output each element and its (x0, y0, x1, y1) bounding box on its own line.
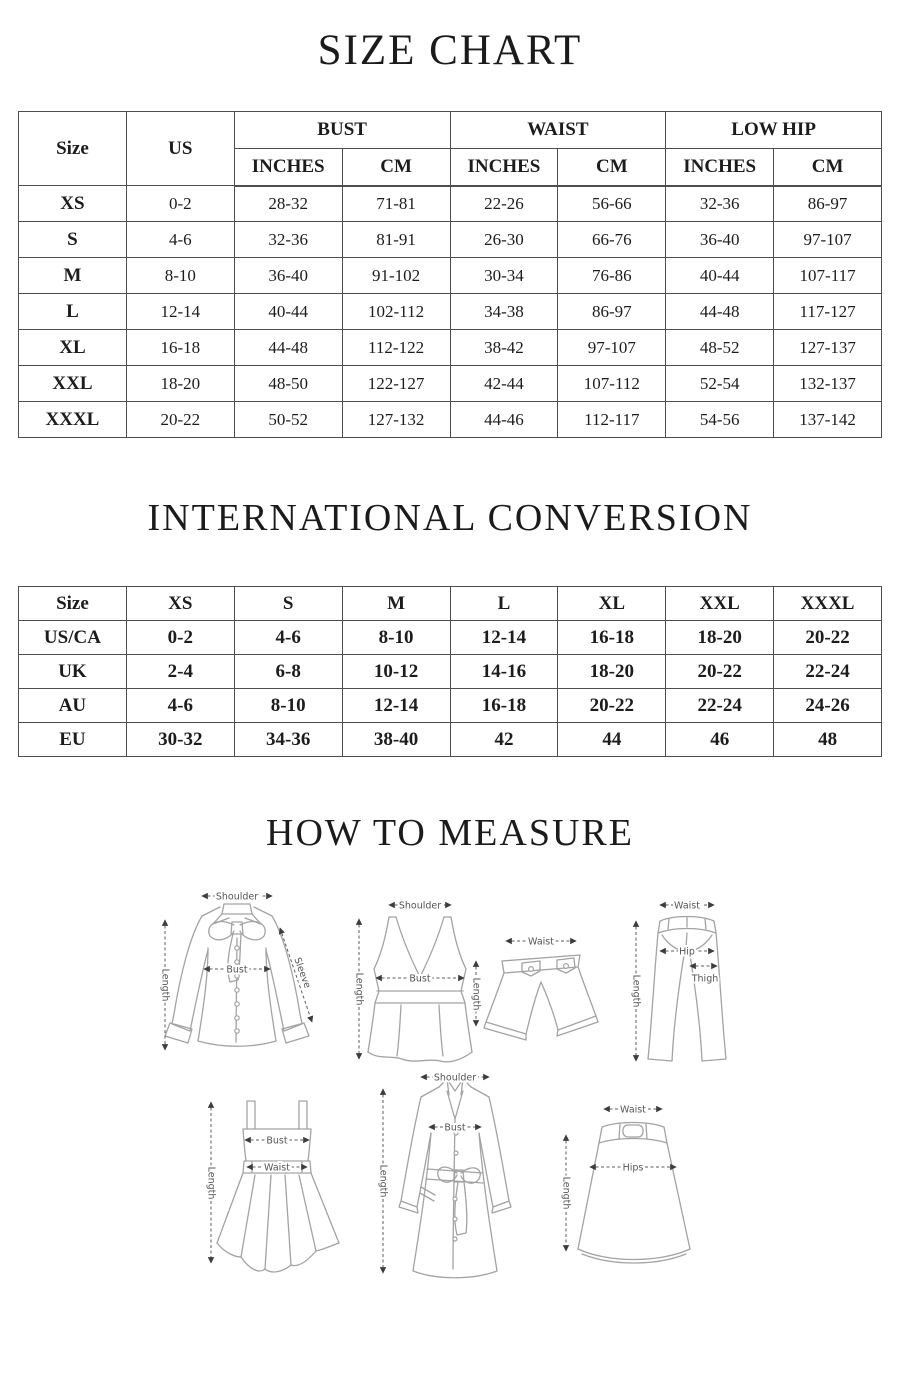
conversion-title: INTERNATIONAL CONVERSION (147, 497, 753, 539)
size-label: L (19, 294, 127, 330)
cell: 18-20 (126, 366, 234, 402)
cell: 44-48 (666, 294, 774, 330)
table-row (19, 366, 882, 402)
measurement-label-bust: Bust (444, 1122, 466, 1134)
cell: 18-20 (666, 621, 774, 655)
cell: 0-2 (126, 186, 234, 222)
cell: 86-97 (774, 186, 882, 222)
measurement-label-bust: Bust (266, 1135, 288, 1147)
region-label: UK (19, 655, 127, 689)
col-header-bust: BUST (234, 112, 450, 149)
skirt-diagram (552, 1091, 717, 1276)
coat-diagram (365, 1061, 545, 1286)
cell: 50-52 (234, 402, 342, 438)
cell: 42 (450, 723, 558, 757)
conv-header: XXXL (774, 587, 882, 621)
cell: 102-112 (342, 294, 450, 330)
cell: 56-66 (558, 186, 666, 222)
measurement-label-waist: Waist (264, 1162, 290, 1174)
cell: 71-81 (342, 186, 450, 222)
col-header-hip-cm: CM (774, 149, 882, 186)
measurement-label-shoulder: Shoulder (433, 1072, 477, 1084)
pants-diagram (612, 887, 767, 1072)
measurement-label-length: Length (470, 977, 482, 1011)
conv-header: Size (19, 587, 127, 621)
dress-diagram (195, 1087, 360, 1282)
col-header-low-hip: LOW HIP (666, 112, 882, 149)
cell: 16-18 (558, 621, 666, 655)
measurement-label-length: Length (377, 1164, 389, 1198)
cell: 112-117 (558, 402, 666, 438)
cell: 40-44 (234, 294, 342, 330)
cell: 16-18 (450, 689, 558, 723)
cell: 97-107 (558, 330, 666, 366)
measurement-label-length: Length (353, 972, 365, 1006)
cell: 24-26 (774, 689, 882, 723)
cell: 30-34 (450, 258, 558, 294)
col-header-bust-cm: CM (342, 149, 450, 186)
cell: 48-52 (666, 330, 774, 366)
cell: 20-22 (558, 689, 666, 723)
how-to-measure-title: HOW TO MEASURE (266, 812, 634, 854)
cell: 18-20 (558, 655, 666, 689)
conv-header: M (342, 587, 450, 621)
cell: 0-2 (126, 621, 234, 655)
cell: 112-122 (342, 330, 450, 366)
cell: 34-38 (450, 294, 558, 330)
size-chart-title: SIZE CHART (317, 27, 583, 74)
table-row (19, 402, 882, 438)
measurement-label-length: Length (560, 1176, 572, 1210)
conv-header: XS (126, 587, 234, 621)
region-label: AU (19, 689, 127, 723)
cell: 14-16 (450, 655, 558, 689)
cell: 48-50 (234, 366, 342, 402)
cell: 16-18 (126, 330, 234, 366)
cell: 137-142 (774, 402, 882, 438)
size-label: S (19, 222, 127, 258)
cell: 8-10 (342, 621, 450, 655)
cell: 52-54 (666, 366, 774, 402)
cell: 4-6 (126, 689, 234, 723)
region-label: EU (19, 723, 127, 757)
cell: 76-86 (558, 258, 666, 294)
region-label: US/CA (19, 621, 127, 655)
cell: 38-40 (342, 723, 450, 757)
table-row (19, 689, 882, 723)
cell: 66-76 (558, 222, 666, 258)
measurement-label-length: Length (159, 968, 171, 1002)
measurement-label-bust: Bust (409, 973, 431, 985)
size-label: XL (19, 330, 127, 366)
table-row (19, 723, 882, 757)
cell: 36-40 (666, 222, 774, 258)
cell: 44-48 (234, 330, 342, 366)
size-label: XXXL (19, 402, 127, 438)
measurement-label-length: Length (205, 1166, 217, 1200)
col-header-waist: WAIST (450, 112, 666, 149)
measurement-label-hip: Hip (679, 946, 695, 958)
table-row (19, 294, 882, 330)
cell: 127-137 (774, 330, 882, 366)
conv-header: L (450, 587, 558, 621)
cell: 91-102 (342, 258, 450, 294)
cell: 32-36 (666, 186, 774, 222)
cell: 12-14 (450, 621, 558, 655)
cell: 117-127 (774, 294, 882, 330)
cell: 28-32 (234, 186, 342, 222)
measurement-label-length: Length (630, 974, 642, 1008)
cell: 6-8 (234, 655, 342, 689)
table-row (19, 222, 882, 258)
col-header-bust-inches: INCHES (234, 149, 342, 186)
conversion-table (18, 586, 882, 757)
cell: 42-44 (450, 366, 558, 402)
cell: 40-44 (666, 258, 774, 294)
cell: 107-117 (774, 258, 882, 294)
cell: 44 (558, 723, 666, 757)
conv-header: S (234, 587, 342, 621)
cell: 30-32 (126, 723, 234, 757)
col-header-us: US (126, 112, 234, 186)
col-header-hip-inches: INCHES (666, 149, 774, 186)
cell: 20-22 (666, 655, 774, 689)
cell: 8-10 (234, 689, 342, 723)
table-row (19, 186, 882, 222)
cell: 20-22 (126, 402, 234, 438)
measurement-label-hips: Hips (622, 1162, 644, 1174)
size-label: XS (19, 186, 127, 222)
measure-diagrams (0, 869, 900, 1389)
measurement-label-sleeve: Sleeve (291, 956, 313, 990)
conv-header: XL (558, 587, 666, 621)
cell: 81-91 (342, 222, 450, 258)
col-header-waist-cm: CM (558, 149, 666, 186)
cell: 4-6 (234, 621, 342, 655)
cell: 127-132 (342, 402, 450, 438)
cell: 12-14 (342, 689, 450, 723)
cell: 107-112 (558, 366, 666, 402)
cell: 4-6 (126, 222, 234, 258)
cell: 48 (774, 723, 882, 757)
col-header-size: Size (19, 112, 127, 186)
cell: 20-22 (774, 621, 882, 655)
cell: 86-97 (558, 294, 666, 330)
cell: 44-46 (450, 402, 558, 438)
size-chart-table (18, 111, 882, 438)
cell: 12-14 (126, 294, 234, 330)
conv-header: XXL (666, 587, 774, 621)
measurement-label-bust: Bust (226, 964, 248, 976)
measurement-label-shoulder: Shoulder (215, 891, 259, 903)
cell: 36-40 (234, 258, 342, 294)
shorts-diagram (462, 924, 622, 1054)
cell: 32-36 (234, 222, 342, 258)
size-label: XXL (19, 366, 127, 402)
table-row (19, 655, 882, 689)
cell: 10-12 (342, 655, 450, 689)
measurement-label-shoulder: Shoulder (398, 900, 442, 912)
table-row (19, 330, 882, 366)
measurement-label-waist: Waist (528, 936, 554, 948)
cell: 22-24 (774, 655, 882, 689)
measurement-label-waist: Waist (620, 1104, 646, 1116)
table-row (19, 258, 882, 294)
cell: 22-24 (666, 689, 774, 723)
cell: 54-56 (666, 402, 774, 438)
cell: 34-36 (234, 723, 342, 757)
measurement-label-thigh: Thigh (691, 973, 719, 985)
cell: 132-137 (774, 366, 882, 402)
cell: 22-26 (450, 186, 558, 222)
size-label: M (19, 258, 127, 294)
measurement-label-waist: Waist (674, 900, 700, 912)
cell: 38-42 (450, 330, 558, 366)
cell: 8-10 (126, 258, 234, 294)
cell: 97-107 (774, 222, 882, 258)
table-row (19, 621, 882, 655)
cell: 46 (666, 723, 774, 757)
cell: 2-4 (126, 655, 234, 689)
col-header-waist-inches: INCHES (450, 149, 558, 186)
cell: 26-30 (450, 222, 558, 258)
blouse-diagram (150, 874, 335, 1069)
cell: 122-127 (342, 366, 450, 402)
